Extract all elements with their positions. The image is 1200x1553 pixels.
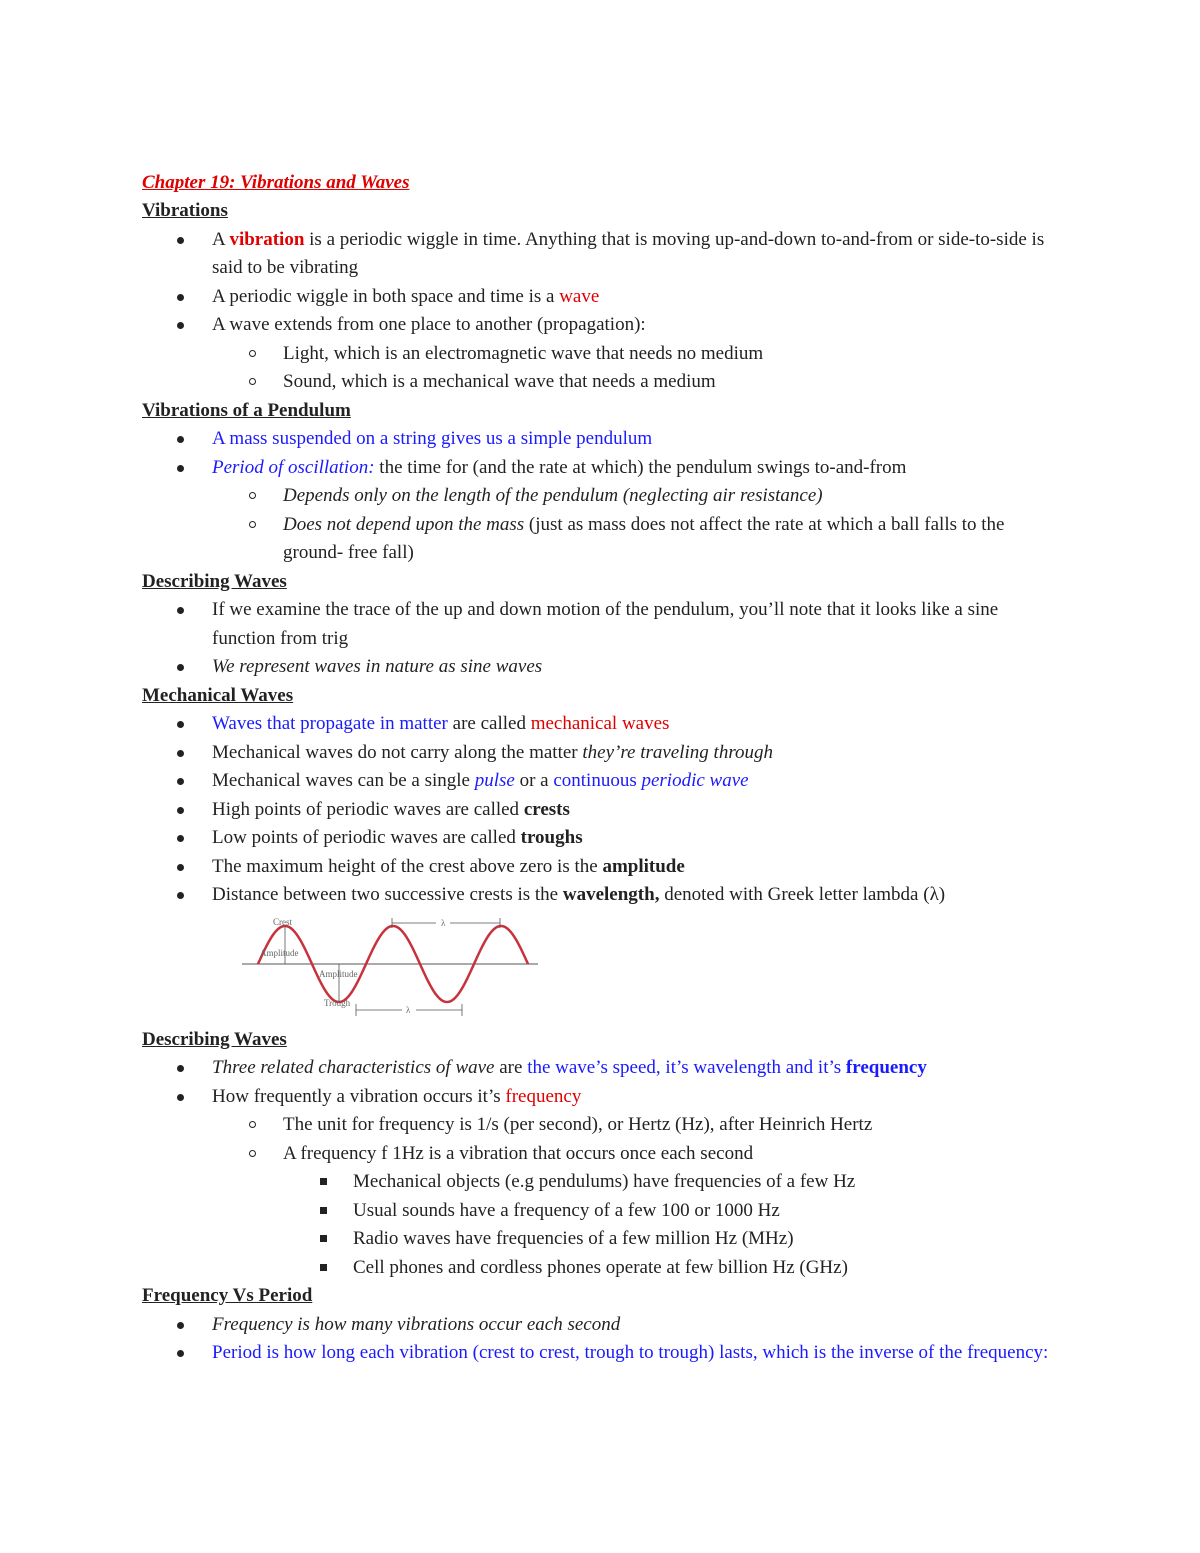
describing-waves-list	[142, 596, 1062, 682]
section-heading-frequency-vs-period: Frequency Vs Period	[142, 1285, 313, 1306]
label-trough: Trough	[324, 997, 351, 1008]
list-item: Frequency is how many vibrations occur each second	[142, 1311, 1062, 1340]
list-item: Waves that propagate in matter are called mechanical waves	[142, 710, 1062, 739]
term-vibration: vibration	[229, 228, 305, 250]
label-amplitude-bottom: Amplitude	[319, 968, 358, 979]
list-item: We represent waves in nature as sine waves	[142, 653, 1062, 682]
section-heading-describing-waves-2: Describing Waves	[142, 1028, 287, 1050]
describing-waves-2-list	[142, 1054, 1062, 1282]
list-item: If we examine the trace of the up and down motion of the pendulum, you’ll note that it looks like a sine function from trig	[142, 596, 1062, 653]
sub-list-item: Depends only on the length of the pendulum (neglecting air resistance)	[142, 482, 1062, 511]
list-item: A wave extends from one place to another (propagation):	[142, 311, 1062, 340]
section-heading-describing-waves: Describing Waves	[142, 570, 287, 592]
term-period: Period of oscillation:	[212, 456, 375, 478]
vibrations-list	[142, 226, 1062, 397]
label-lambda-bottom: λ	[406, 1004, 411, 1015]
sub-list-item: The unit for frequency is 1/s (per second), or Hertz (Hz), after Heinrich Hertz	[142, 1111, 1062, 1140]
document-content	[142, 168, 1062, 1368]
list-item: Mechanical waves can be a single pulse or a continuous periodic wave	[142, 767, 1062, 796]
list-item: Distance between two successive crests is the wavelength, denoted with Greek letter lambda (λ)	[142, 881, 1062, 910]
sub-sub-list-item: Cell phones and cordless phones operate at few billion Hz (GHz)	[142, 1254, 1062, 1283]
section-heading-mechanical-waves: Mechanical Waves	[142, 684, 294, 706]
mechanical-waves-list	[142, 710, 1062, 910]
section-heading-vibrations: Vibrations	[142, 200, 228, 221]
sub-list-item: Does not depend upon the mass (just as mass does not affect the rate at which a ball falls to the ground- free fall)	[142, 511, 1062, 568]
sub-list-item: Light, which is an electromagnetic wave that needs no medium	[142, 340, 1062, 369]
list-item: A mass suspended on a string gives us a simple pendulum	[142, 425, 1062, 454]
label-lambda-top: λ	[441, 917, 446, 928]
list-item: The maximum height of the crest above zero is the amplitude	[142, 853, 1062, 882]
chapter-title: Chapter 19: Vibrations and Waves	[142, 172, 410, 193]
list-item: Three related characteristics of wave are the wave’s speed, it’s wavelength and it’s frequency	[142, 1054, 1062, 1083]
frequency-period-list	[142, 1311, 1062, 1368]
sub-sub-list-item: Radio waves have frequencies of a few million Hz (MHz)	[142, 1225, 1062, 1254]
sub-sub-list-item: Mechanical objects (e.g pendulums) have frequencies of a few Hz	[142, 1168, 1062, 1197]
label-crest: Crest	[273, 916, 292, 927]
label-amplitude-top: Amplitude	[260, 947, 299, 958]
wave-diagram	[142, 910, 1062, 1026]
term-wave: wave	[559, 285, 600, 307]
list-item: Low points of periodic waves are called troughs	[142, 824, 1062, 853]
sine-wave-figure	[240, 914, 540, 1018]
sub-list-item: Sound, which is a mechanical wave that needs a medium	[142, 368, 1062, 397]
list-item: A vibration is a periodic wiggle in time. Anything that is moving up-and-down to-and-from or side-to-side is said to be vibrating	[142, 226, 1062, 283]
pendulum-list	[142, 425, 1062, 568]
list-item: Mechanical waves do not carry along the matter they’re traveling through	[142, 739, 1062, 768]
list-item: How frequently a vibration occurs it’s frequency	[142, 1083, 1062, 1112]
list-item: Period is how long each vibration (crest to crest, trough to trough) lasts, which is the inverse of the frequency:	[142, 1339, 1062, 1368]
section-heading-pendulum: Vibrations of a Pendulum	[142, 399, 351, 421]
list-item: High points of periodic waves are called crests	[142, 796, 1062, 825]
sub-list-item: A frequency f 1Hz is a vibration that occurs once each second	[142, 1140, 1062, 1169]
sub-sub-list-item: Usual sounds have a frequency of a few 100 or 1000 Hz	[142, 1197, 1062, 1226]
list-item: A periodic wiggle in both space and time is a wave	[142, 283, 1062, 312]
list-item: Period of oscillation: the time for (and the rate at which) the pendulum swings to-and-from	[142, 454, 1062, 483]
